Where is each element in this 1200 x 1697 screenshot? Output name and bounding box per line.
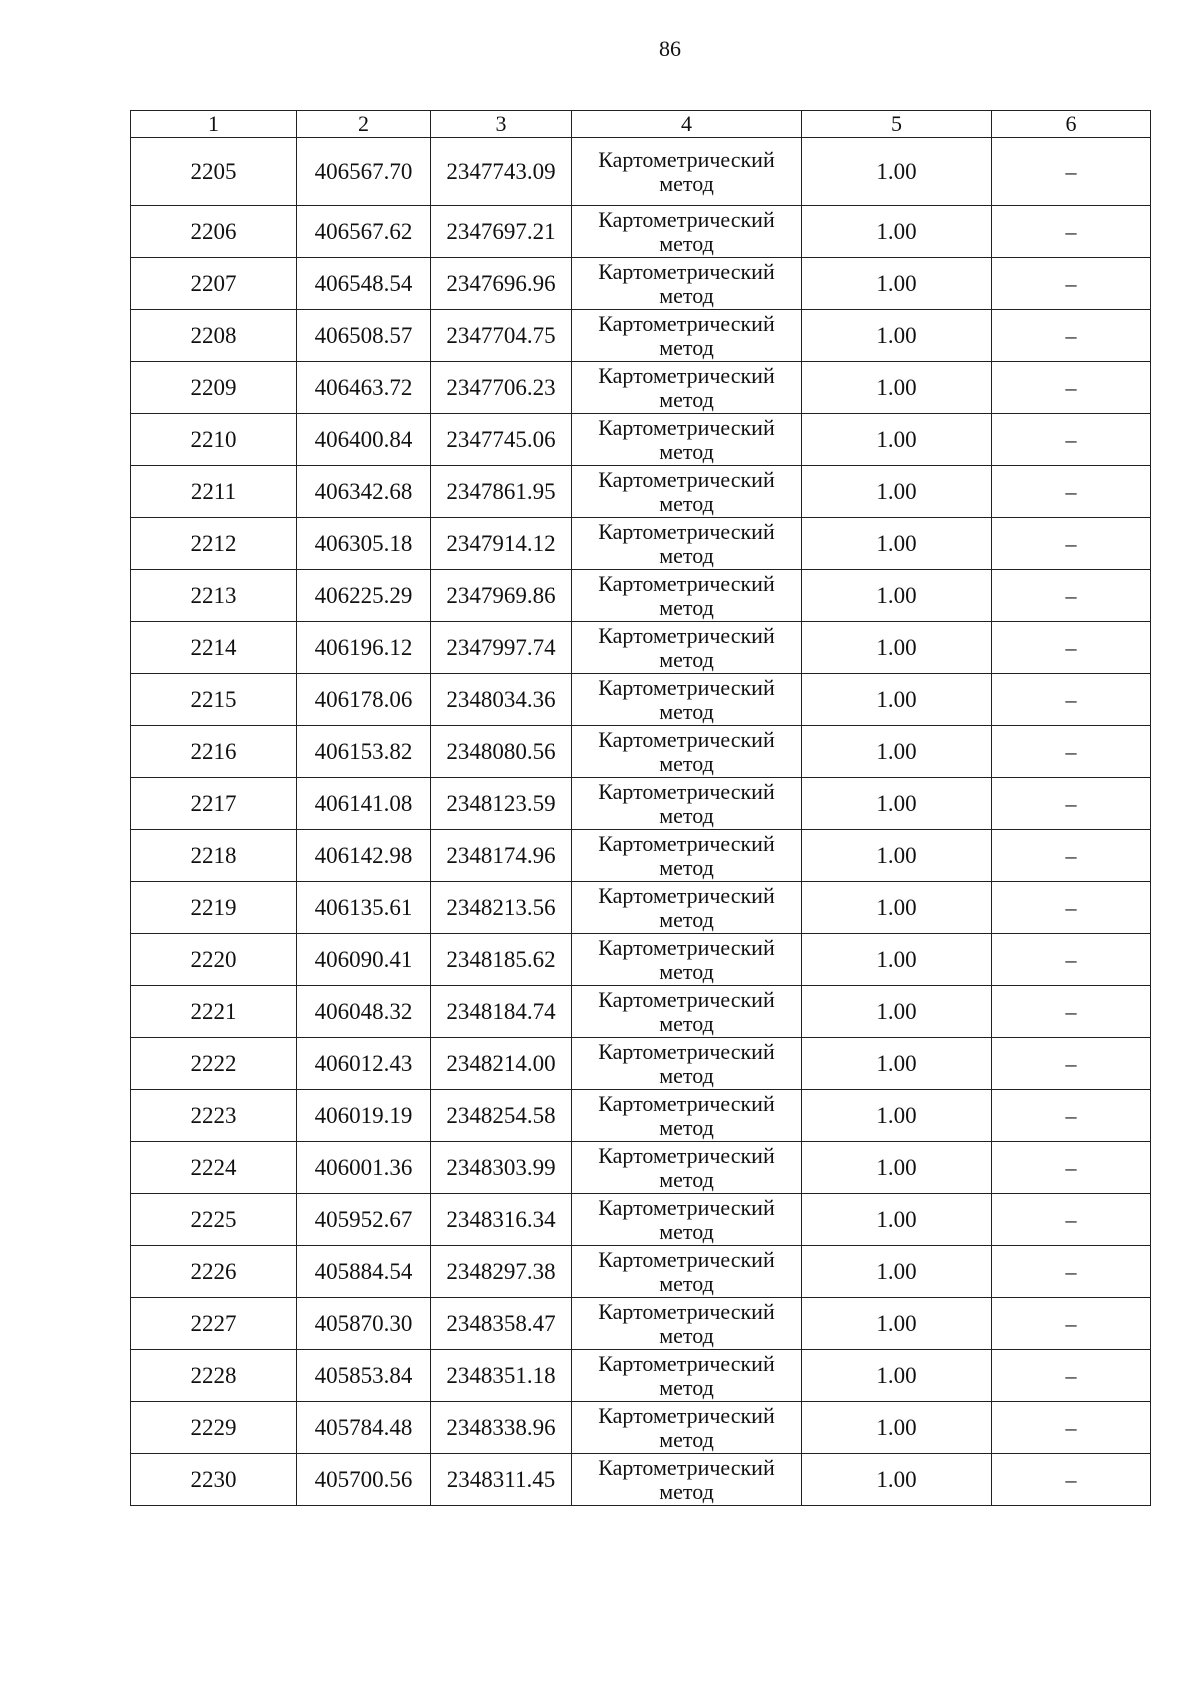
- note-cell: –: [992, 518, 1151, 570]
- method-cell: Картометрический метод: [572, 726, 802, 778]
- point-number-cell: 2228: [131, 1350, 297, 1402]
- method-cell: Картометрический метод: [572, 1246, 802, 1298]
- note-cell: –: [992, 726, 1151, 778]
- note-cell: –: [992, 1350, 1151, 1402]
- point-number-cell: 2225: [131, 1194, 297, 1246]
- point-number-cell: 2209: [131, 362, 297, 414]
- x-coordinate-cell: 406153.82: [297, 726, 431, 778]
- method-cell: Картометрический метод: [572, 830, 802, 882]
- y-coordinate-cell: 2348316.34: [431, 1194, 572, 1246]
- header-cell-3: 3: [431, 111, 572, 138]
- note-cell: –: [992, 778, 1151, 830]
- note-cell: –: [992, 622, 1151, 674]
- method-cell: Картометрический метод: [572, 206, 802, 258]
- x-coordinate-cell: 406463.72: [297, 362, 431, 414]
- method-cell: Картометрический метод: [572, 674, 802, 726]
- point-number-cell: 2207: [131, 258, 297, 310]
- table-row: [131, 674, 1151, 726]
- point-number-cell: 2205: [131, 138, 297, 206]
- y-coordinate-cell: 2348174.96: [431, 830, 572, 882]
- table-row: [131, 1038, 1151, 1090]
- point-number-cell: 2217: [131, 778, 297, 830]
- table-row: [131, 1090, 1151, 1142]
- point-number-cell: 2230: [131, 1454, 297, 1506]
- point-number-cell: 2219: [131, 882, 297, 934]
- y-coordinate-cell: 2348080.56: [431, 726, 572, 778]
- accuracy-cell: 1.00: [802, 1350, 992, 1402]
- method-cell: Картометрический метод: [572, 882, 802, 934]
- accuracy-cell: 1.00: [802, 258, 992, 310]
- header-cell-2: 2: [297, 111, 431, 138]
- accuracy-cell: 1.00: [802, 206, 992, 258]
- table-row: [131, 1350, 1151, 1402]
- method-cell: Картометрический метод: [572, 258, 802, 310]
- accuracy-cell: 1.00: [802, 1246, 992, 1298]
- coordinates-table: [130, 110, 1151, 1506]
- method-cell: Картометрический метод: [572, 1090, 802, 1142]
- x-coordinate-cell: 405700.56: [297, 1454, 431, 1506]
- coordinates-table-container: [130, 110, 1150, 1506]
- note-cell: –: [992, 1246, 1151, 1298]
- y-coordinate-cell: 2347969.86: [431, 570, 572, 622]
- method-cell: Картометрический метод: [572, 1194, 802, 1246]
- note-cell: –: [992, 1038, 1151, 1090]
- table-row: [131, 466, 1151, 518]
- x-coordinate-cell: 406196.12: [297, 622, 431, 674]
- table-row: [131, 258, 1151, 310]
- method-cell: Картометрический метод: [572, 310, 802, 362]
- accuracy-cell: 1.00: [802, 1038, 992, 1090]
- y-coordinate-cell: 2347861.95: [431, 466, 572, 518]
- y-coordinate-cell: 2348184.74: [431, 986, 572, 1038]
- table-row: [131, 1246, 1151, 1298]
- note-cell: –: [992, 570, 1151, 622]
- y-coordinate-cell: 2348213.56: [431, 882, 572, 934]
- x-coordinate-cell: 405853.84: [297, 1350, 431, 1402]
- accuracy-cell: 1.00: [802, 1454, 992, 1506]
- y-coordinate-cell: 2347704.75: [431, 310, 572, 362]
- x-coordinate-cell: 406135.61: [297, 882, 431, 934]
- accuracy-cell: 1.00: [802, 986, 992, 1038]
- accuracy-cell: 1.00: [802, 1402, 992, 1454]
- accuracy-cell: 1.00: [802, 518, 992, 570]
- point-number-cell: 2211: [131, 466, 297, 518]
- table-body: [131, 138, 1151, 1506]
- point-number-cell: 2221: [131, 986, 297, 1038]
- note-cell: –: [992, 414, 1151, 466]
- y-coordinate-cell: 2348254.58: [431, 1090, 572, 1142]
- x-coordinate-cell: 406548.54: [297, 258, 431, 310]
- y-coordinate-cell: 2347743.09: [431, 138, 572, 206]
- y-coordinate-cell: 2347997.74: [431, 622, 572, 674]
- note-cell: –: [992, 1454, 1151, 1506]
- note-cell: –: [992, 206, 1151, 258]
- accuracy-cell: 1.00: [802, 934, 992, 986]
- method-cell: Картометрический метод: [572, 1298, 802, 1350]
- table-row: [131, 726, 1151, 778]
- x-coordinate-cell: 406342.68: [297, 466, 431, 518]
- header-cell-1: 1: [131, 111, 297, 138]
- table-row: [131, 1142, 1151, 1194]
- x-coordinate-cell: 405870.30: [297, 1298, 431, 1350]
- x-coordinate-cell: 405784.48: [297, 1402, 431, 1454]
- note-cell: –: [992, 1298, 1151, 1350]
- point-number-cell: 2212: [131, 518, 297, 570]
- method-cell: Картометрический метод: [572, 1454, 802, 1506]
- note-cell: –: [992, 1090, 1151, 1142]
- x-coordinate-cell: 406001.36: [297, 1142, 431, 1194]
- x-coordinate-cell: 406567.70: [297, 138, 431, 206]
- x-coordinate-cell: 406567.62: [297, 206, 431, 258]
- accuracy-cell: 1.00: [802, 622, 992, 674]
- accuracy-cell: 1.00: [802, 830, 992, 882]
- method-cell: Картометрический метод: [572, 1038, 802, 1090]
- point-number-cell: 2226: [131, 1246, 297, 1298]
- y-coordinate-cell: 2348297.38: [431, 1246, 572, 1298]
- header-row: [131, 111, 1151, 138]
- header-cell-6: 6: [992, 111, 1151, 138]
- method-cell: Картометрический метод: [572, 1402, 802, 1454]
- x-coordinate-cell: 406305.18: [297, 518, 431, 570]
- method-cell: Картометрический метод: [572, 1142, 802, 1194]
- accuracy-cell: 1.00: [802, 414, 992, 466]
- accuracy-cell: 1.00: [802, 778, 992, 830]
- note-cell: –: [992, 362, 1151, 414]
- y-coordinate-cell: 2347745.06: [431, 414, 572, 466]
- y-coordinate-cell: 2348123.59: [431, 778, 572, 830]
- accuracy-cell: 1.00: [802, 138, 992, 206]
- x-coordinate-cell: 406508.57: [297, 310, 431, 362]
- note-cell: –: [992, 466, 1151, 518]
- header-cell-5: 5: [802, 111, 992, 138]
- point-number-cell: 2218: [131, 830, 297, 882]
- x-coordinate-cell: 406178.06: [297, 674, 431, 726]
- table-row: [131, 986, 1151, 1038]
- accuracy-cell: 1.00: [802, 882, 992, 934]
- table-row: [131, 1402, 1151, 1454]
- point-number-cell: 2215: [131, 674, 297, 726]
- method-cell: Картометрический метод: [572, 778, 802, 830]
- x-coordinate-cell: 406225.29: [297, 570, 431, 622]
- point-number-cell: 2206: [131, 206, 297, 258]
- x-coordinate-cell: 406019.19: [297, 1090, 431, 1142]
- method-cell: Картометрический метод: [572, 138, 802, 206]
- table-row: [131, 414, 1151, 466]
- accuracy-cell: 1.00: [802, 1090, 992, 1142]
- y-coordinate-cell: 2347697.21: [431, 206, 572, 258]
- point-number-cell: 2216: [131, 726, 297, 778]
- x-coordinate-cell: 405952.67: [297, 1194, 431, 1246]
- method-cell: Картометрический метод: [572, 466, 802, 518]
- method-cell: Картометрический метод: [572, 414, 802, 466]
- table-row: [131, 882, 1151, 934]
- note-cell: –: [992, 310, 1151, 362]
- note-cell: –: [992, 830, 1151, 882]
- note-cell: –: [992, 1402, 1151, 1454]
- x-coordinate-cell: 406141.08: [297, 778, 431, 830]
- point-number-cell: 2227: [131, 1298, 297, 1350]
- method-cell: Картометрический метод: [572, 570, 802, 622]
- method-cell: Картометрический метод: [572, 362, 802, 414]
- note-cell: –: [992, 258, 1151, 310]
- y-coordinate-cell: 2347914.12: [431, 518, 572, 570]
- point-number-cell: 2222: [131, 1038, 297, 1090]
- note-cell: –: [992, 674, 1151, 726]
- point-number-cell: 2223: [131, 1090, 297, 1142]
- point-number-cell: 2220: [131, 934, 297, 986]
- accuracy-cell: 1.00: [802, 466, 992, 518]
- table-row: [131, 570, 1151, 622]
- page-number: 86: [659, 36, 681, 61]
- accuracy-cell: 1.00: [802, 310, 992, 362]
- point-number-cell: 2208: [131, 310, 297, 362]
- point-number-cell: 2214: [131, 622, 297, 674]
- accuracy-cell: 1.00: [802, 726, 992, 778]
- point-number-cell: 2224: [131, 1142, 297, 1194]
- table-row: [131, 362, 1151, 414]
- table-row: [131, 1298, 1151, 1350]
- note-cell: –: [992, 1142, 1151, 1194]
- table-row: [131, 1194, 1151, 1246]
- header-cell-4: 4: [572, 111, 802, 138]
- x-coordinate-cell: 406090.41: [297, 934, 431, 986]
- x-coordinate-cell: 406048.32: [297, 986, 431, 1038]
- y-coordinate-cell: 2348358.47: [431, 1298, 572, 1350]
- y-coordinate-cell: 2348338.96: [431, 1402, 572, 1454]
- method-cell: Картометрический метод: [572, 518, 802, 570]
- method-cell: Картометрический метод: [572, 622, 802, 674]
- accuracy-cell: 1.00: [802, 674, 992, 726]
- note-cell: –: [992, 934, 1151, 986]
- note-cell: –: [992, 882, 1151, 934]
- table-row: [131, 310, 1151, 362]
- table-row: [131, 830, 1151, 882]
- table-row: [131, 622, 1151, 674]
- note-cell: –: [992, 1194, 1151, 1246]
- x-coordinate-cell: 406400.84: [297, 414, 431, 466]
- point-number-cell: 2210: [131, 414, 297, 466]
- y-coordinate-cell: 2347706.23: [431, 362, 572, 414]
- table-row: [131, 934, 1151, 986]
- table-row: [131, 206, 1151, 258]
- table-row: [131, 518, 1151, 570]
- table-header: [131, 111, 1151, 138]
- note-cell: –: [992, 138, 1151, 206]
- y-coordinate-cell: 2348351.18: [431, 1350, 572, 1402]
- y-coordinate-cell: 2348185.62: [431, 934, 572, 986]
- x-coordinate-cell: 406012.43: [297, 1038, 431, 1090]
- y-coordinate-cell: 2348034.36: [431, 674, 572, 726]
- point-number-cell: 2213: [131, 570, 297, 622]
- y-coordinate-cell: 2348303.99: [431, 1142, 572, 1194]
- accuracy-cell: 1.00: [802, 1298, 992, 1350]
- table-row: [131, 1454, 1151, 1506]
- point-number-cell: 2229: [131, 1402, 297, 1454]
- y-coordinate-cell: 2347696.96: [431, 258, 572, 310]
- accuracy-cell: 1.00: [802, 570, 992, 622]
- method-cell: Картометрический метод: [572, 986, 802, 1038]
- table-row: [131, 138, 1151, 206]
- y-coordinate-cell: 2348214.00: [431, 1038, 572, 1090]
- note-cell: –: [992, 986, 1151, 1038]
- table-row: [131, 778, 1151, 830]
- accuracy-cell: 1.00: [802, 1194, 992, 1246]
- x-coordinate-cell: 405884.54: [297, 1246, 431, 1298]
- method-cell: Картометрический метод: [572, 934, 802, 986]
- accuracy-cell: 1.00: [802, 1142, 992, 1194]
- method-cell: Картометрический метод: [572, 1350, 802, 1402]
- x-coordinate-cell: 406142.98: [297, 830, 431, 882]
- y-coordinate-cell: 2348311.45: [431, 1454, 572, 1506]
- accuracy-cell: 1.00: [802, 362, 992, 414]
